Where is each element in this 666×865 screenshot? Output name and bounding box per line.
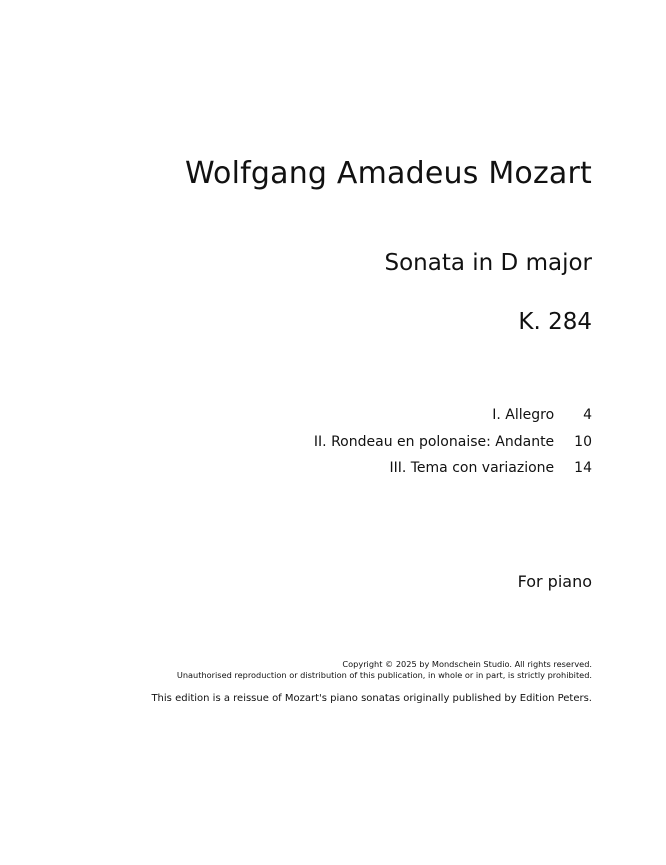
- toc-page-number: 4: [583, 407, 592, 424]
- catalog-number: K. 284: [518, 309, 592, 335]
- table-of-contents: [314, 402, 592, 482]
- toc-movement: II. Rondeau en polonaise: Andante: [313, 433, 555, 450]
- toc-row: [314, 402, 592, 429]
- toc-row: [314, 455, 592, 482]
- reissue-note: This edition is a reissue of Mozart's piano sonatas originally published by Edition Peters.: [151, 693, 592, 704]
- toc-movement: III. Tema con variazione: [389, 460, 555, 477]
- toc-row: [314, 429, 592, 456]
- toc-page-number: 10: [574, 433, 592, 450]
- instrumentation: For piano: [517, 572, 592, 591]
- toc-page-number: 14: [574, 460, 592, 477]
- reproduction-notice: Unauthorised reproduction or distribution of this publication, in whole or in part, is strictly prohibited.: [176, 670, 592, 680]
- copyright-notice: [177, 659, 592, 681]
- work-title: Sonata in D major: [384, 250, 592, 276]
- toc-movement: I. Allegro: [492, 407, 555, 424]
- copyright-line: Copyright © 2025 by Mondschein Studio. All rights reserved.: [342, 659, 592, 669]
- composer-name: Wolfgang Amadeus Mozart: [184, 156, 592, 191]
